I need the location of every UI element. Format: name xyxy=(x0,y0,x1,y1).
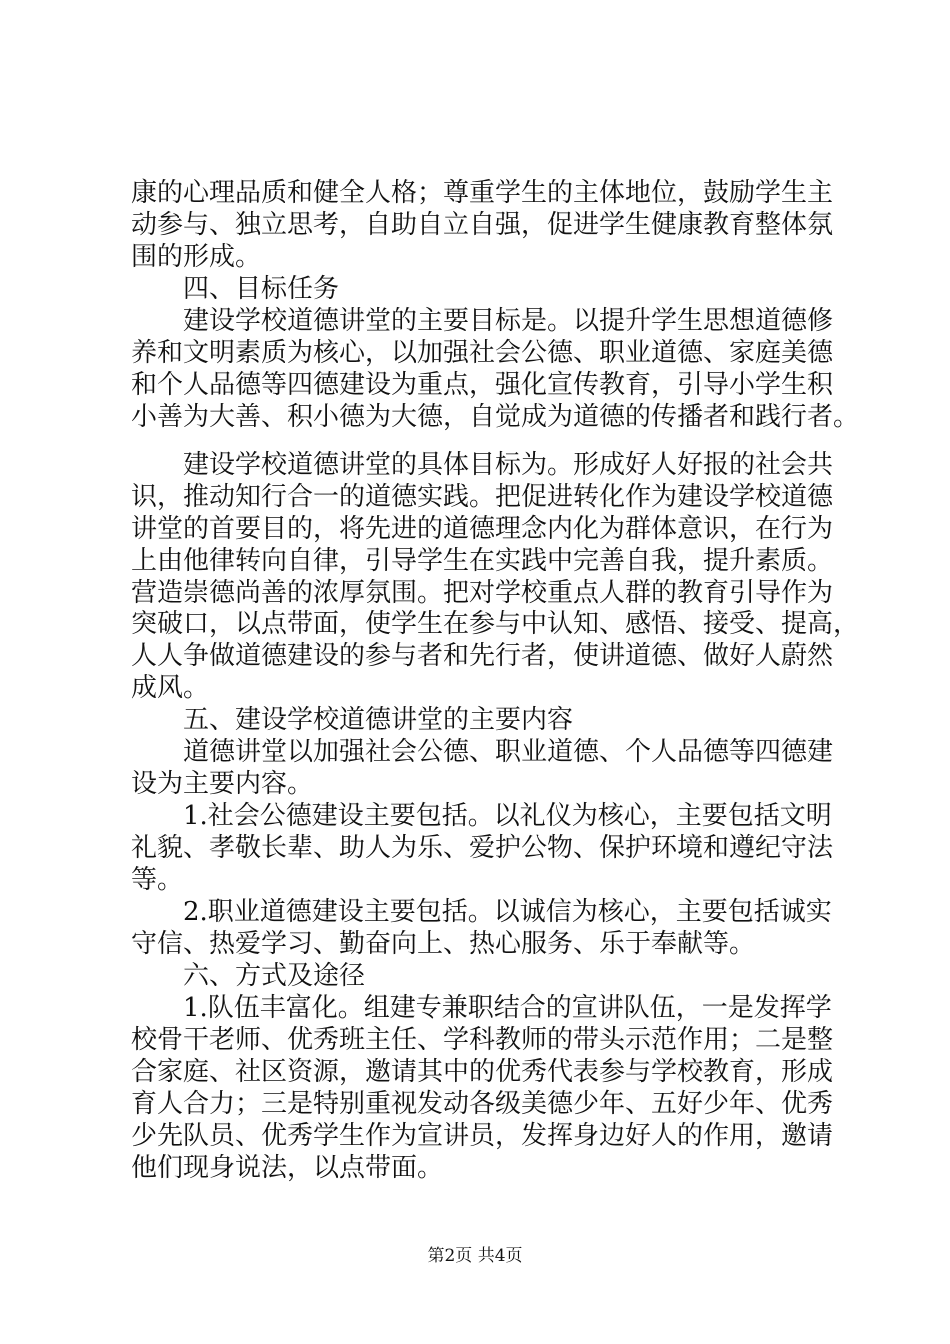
text-line: 康的心理品质和健全人格；尊重学生的主体地位，鼓励学生主 xyxy=(131,178,834,208)
text-line: 设为主要内容。 xyxy=(131,769,314,799)
text-line: 成风。 xyxy=(131,673,210,703)
text-line: 合家庭、社区资源，邀请其中的优秀代表参与学校教育，形成 xyxy=(131,1057,834,1087)
text-line: 1.队伍丰富化。组建专兼职结合的宣讲队伍，一是发挥学 xyxy=(131,993,832,1023)
text-line: 育人合力；三是特别重视发动各级美德少年、五好少年、优秀 xyxy=(131,1089,834,1119)
page-number-footer: 第2页 共4页 xyxy=(427,1246,523,1266)
text-line: 营造崇德尚善的浓厚氛围。把对学校重点人群的教育引导作为 xyxy=(131,578,834,608)
text-line: 道德讲堂以加强社会公德、职业道德、个人品德等四德建 xyxy=(131,737,834,767)
section-heading: 五、建设学校道德讲堂的主要内容 xyxy=(131,705,574,735)
text-line: 上由他律转向自律，引导学生在实践中完善自我，提升素质。 xyxy=(131,546,834,576)
text-line: 校骨干老师、优秀班主任、学科教师的带头示范作用；二是整 xyxy=(131,1025,834,1055)
text-line: 突破口，以点带面，使学生在参与中认知、感悟、接受、提高， xyxy=(131,609,860,639)
text-line: 等。 xyxy=(131,865,184,895)
text-line: 1.社会公德建设主要包括。以礼仪为核心，主要包括文明 xyxy=(131,801,832,831)
text-line: 养和文明素质为核心，以加强社会公德、职业道德、家庭美德 xyxy=(131,338,834,368)
text-line: 讲堂的首要目的，将先进的道德理念内化为群体意识，在行为 xyxy=(131,514,834,544)
text-line: 人人争做道德建设的参与者和先行者，使讲道德、做好人蔚然 xyxy=(131,641,834,671)
text-line: 小善为大善、积小德为大德，自觉成为道德的传播者和践行者。 xyxy=(131,402,860,432)
section-heading: 四、目标任务 xyxy=(131,274,340,304)
text-line: 2.职业道德建设主要包括。以诚信为核心，主要包括诚实 xyxy=(131,897,832,927)
text-line: 围的形成。 xyxy=(131,242,262,272)
text-line: 礼貌、孝敬长辈、助人为乐、爱护公物、保护环境和遵纪守法 xyxy=(131,833,834,863)
text-line: 他们现身说法，以点带面。 xyxy=(131,1153,444,1183)
text-line: 动参与、独立思考，自助自立自强，促进学生健康教育整体氛 xyxy=(131,210,834,240)
text-line: 建设学校道德讲堂的具体目标为。形成好人好报的社会共 xyxy=(131,450,834,480)
section-heading: 六、方式及途径 xyxy=(131,961,366,991)
text-line: 和个人品德等四德建设为重点，强化宣传教育，引导小学生积 xyxy=(131,370,834,400)
text-line: 识，推动知行合一的道德实践。把促进转化作为建设学校道德 xyxy=(131,482,834,512)
text-line: 建设学校道德讲堂的主要目标是。以提升学生思想道德修 xyxy=(131,306,834,336)
text-line: 守信、热爱学习、勤奋向上、热心服务、乐于奉献等。 xyxy=(131,929,756,959)
text-line: 少先队员、优秀学生作为宣讲员，发挥身边好人的作用，邀请 xyxy=(131,1121,834,1151)
